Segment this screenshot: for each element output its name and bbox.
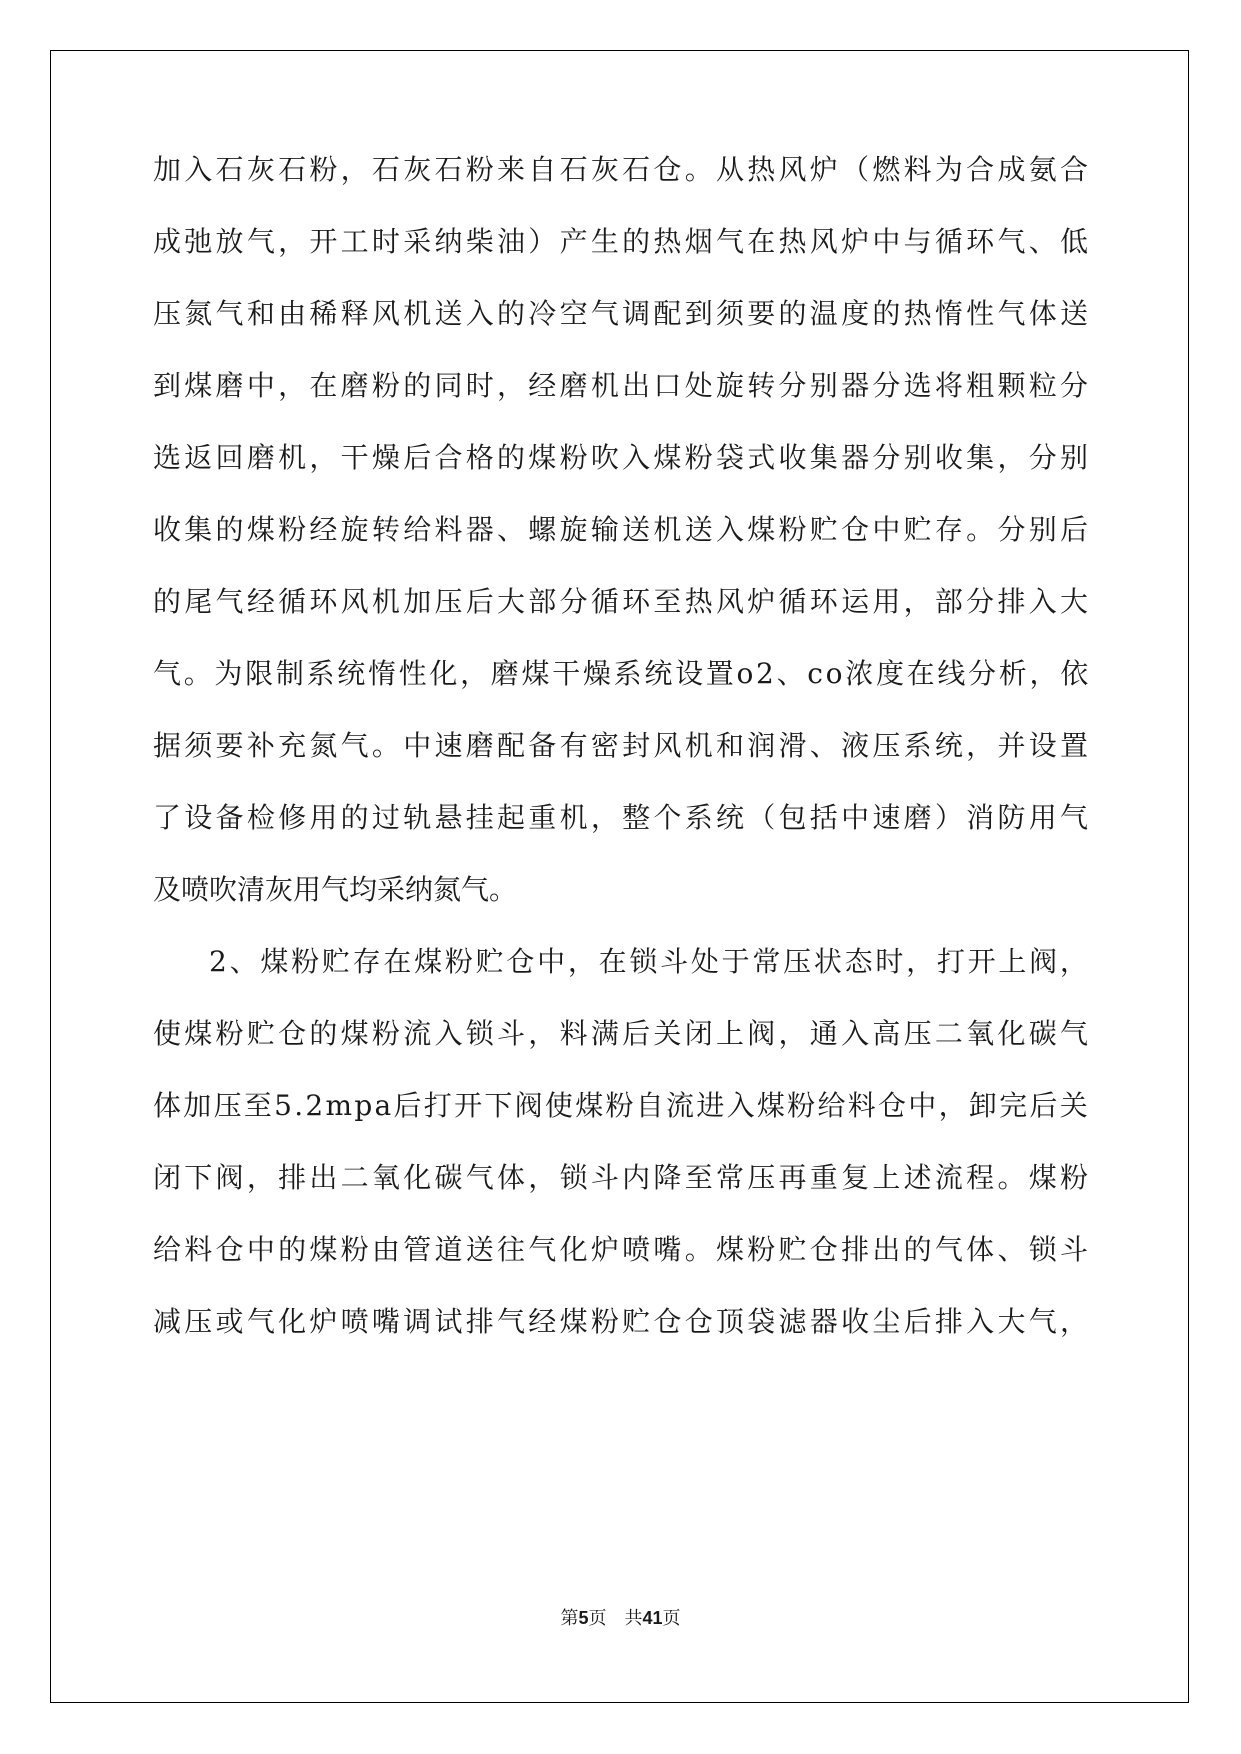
- paragraph-2-line-3: 体加压至5.2mpa后打开下阀使煤粉自流进入煤粉给料仓中，卸完后关: [153, 1089, 1090, 1122]
- paragraph-1-line-2: 成弛放气，开工时采纳柴油）产生的热烟气在热风炉中与循环气、低: [153, 225, 1092, 258]
- footer-total-suffix: 页: [662, 1608, 681, 1629]
- footer-page-suffix: 页: [588, 1608, 607, 1629]
- page-number: 5: [578, 1608, 589, 1628]
- paragraph-1-line-5: 选返回磨机，干燥后合格的煤粉吹入煤粉袋式收集器分别收集，分别: [153, 441, 1092, 474]
- paragraph-2-line-5: 给料仓中的煤粉由管道送往气化炉喷嘴。煤粉贮仓排出的气体、锁斗: [153, 1233, 1092, 1266]
- paragraph-2-line-4: 闭下阀，排出二氧化碳气体，锁斗内降至常压再重复上述流程。煤粉: [153, 1161, 1092, 1194]
- paragraph-1-line-8: 气。为限制系统惰性化，磨煤干燥系统设置o2、co浓度在线分析，依: [153, 657, 1091, 690]
- total-pages: 41: [642, 1608, 663, 1628]
- footer-total-prefix: 共: [624, 1608, 643, 1629]
- paragraph-1-line-4: 到煤磨中，在磨粉的同时，经磨机出口处旋转分别器分选将粗颗粒分: [153, 369, 1092, 402]
- paragraph-1-line-7: 的尾气经循环风机加压后大部分循环至热风炉循环运用，部分排入大: [153, 585, 1092, 618]
- paragraph-1-line-1: 加入石灰石粉，石灰石粉来自石灰石仓。从热风炉（燃料为合成氨合: [153, 153, 1092, 186]
- paragraph-2-line-1: 2、煤粉贮存在煤粉贮仓中，在锁斗处于常压状态时，打开上阀，: [209, 945, 1091, 978]
- paragraph-1-line-9: 据须要补充氮气。中速磨配备有密封风机和润滑、液压系统，并设置: [153, 729, 1092, 762]
- paragraph-1-line-3: 压氮气和由稀释风机送入的冷空气调配到须要的温度的热惰性气体送: [153, 297, 1092, 330]
- paragraph-1-line-10: 了设备检修用的过轨悬挂起重机，整个系统（包括中速磨）消防用气: [153, 801, 1092, 834]
- footer-prefix: 第: [560, 1608, 579, 1629]
- paragraph-1-line-11: 及喷吹清灰用气均采纳氮气。: [153, 873, 518, 906]
- page-footer: [0, 1606, 1241, 1631]
- paragraph-1-line-6: 收集的煤粉经旋转给料器、螺旋输送机送入煤粉贮仓中贮存。分别后: [153, 513, 1092, 546]
- paragraph-2-line-2: 使煤粉贮仓的煤粉流入锁斗，料满后关闭上阀，通入高压二氧化碳气: [153, 1017, 1092, 1050]
- paragraph-2-line-6: 减压或气化炉喷嘴调试排气经煤粉贮仓仓顶袋滤器收尘后排入大气，: [153, 1305, 1092, 1338]
